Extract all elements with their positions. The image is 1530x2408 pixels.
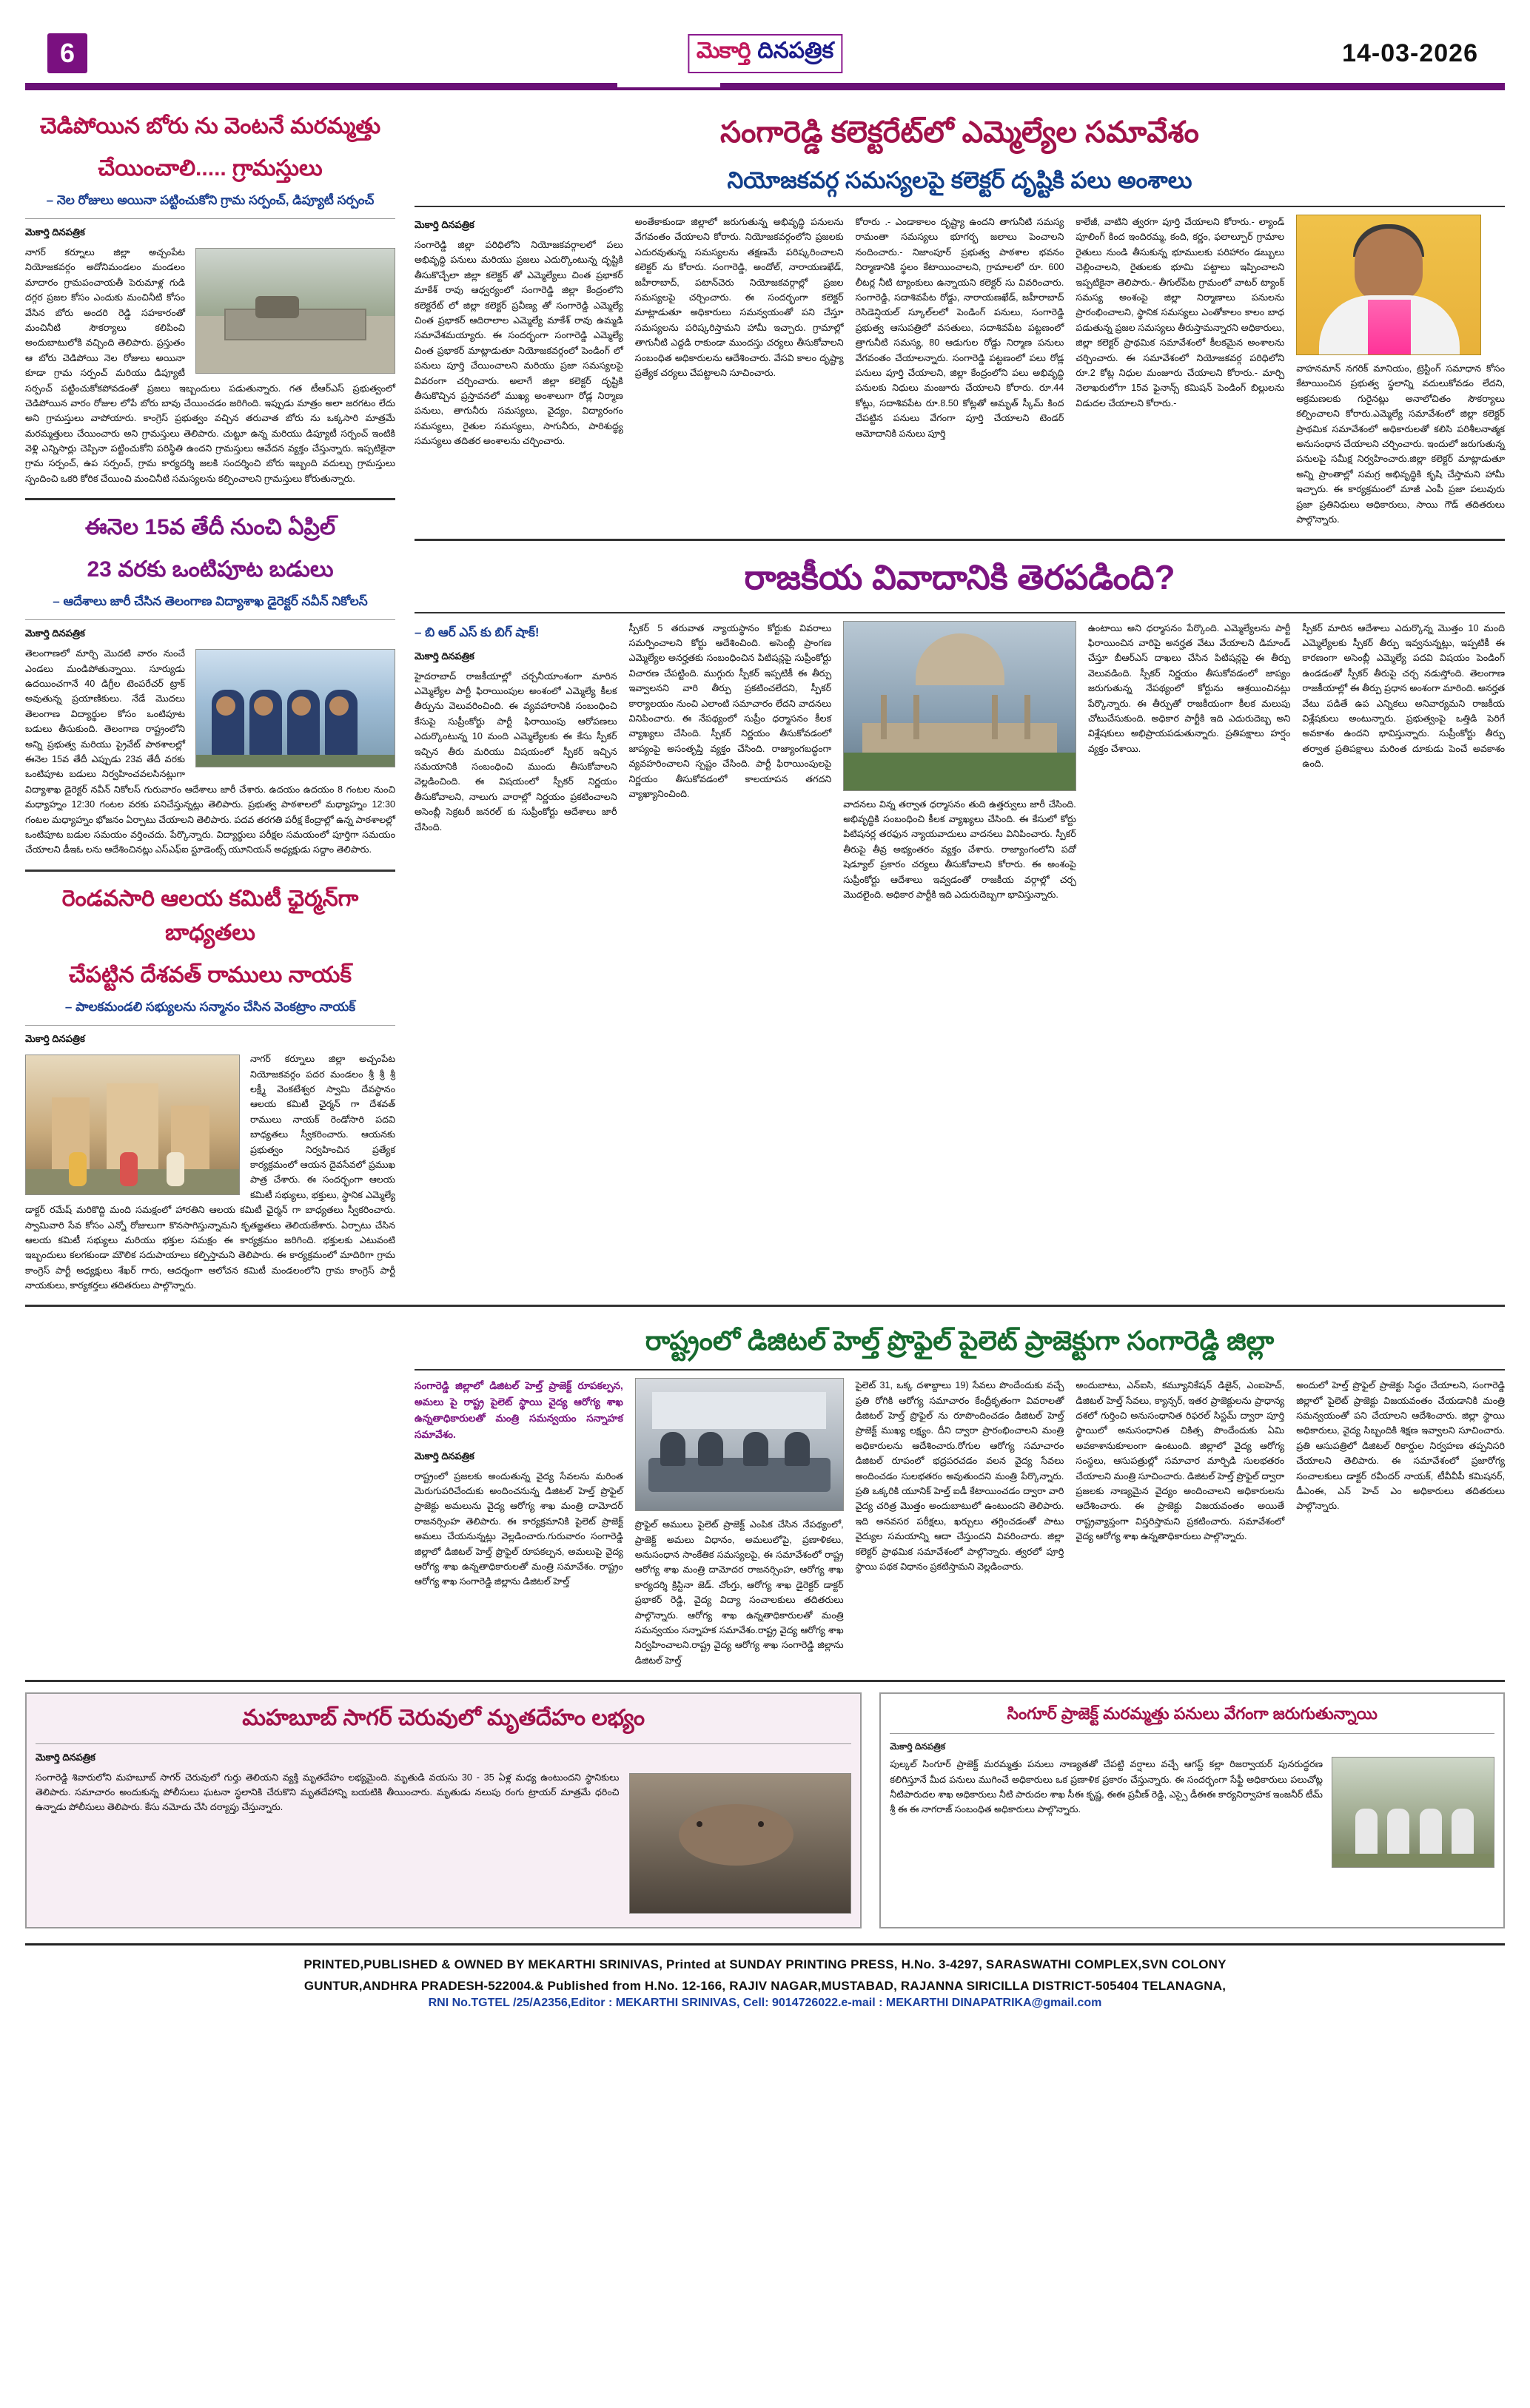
divider: [25, 619, 395, 620]
logo-text-primary: మెకార్తి: [696, 38, 751, 63]
article-collectorate-meeting: [415, 110, 1505, 527]
article-body-col4: కాలేజీ, వాటిని త్వరగా పూర్తి చేయాలని కోరారు.- ల్యాండ్ పూలింగ్ కింద ఇందిరమ్మ, కంది, కర్ణం, ఫలాల్పూర్ గ్రామాల రైతులు నుండి తీసుకున్న భూములకు పరిహారం డబ్బులు చెల్లించాలని, రైతులకు భూమి పట్టాలు ఇప్పించాలని ఇప్పటికైనా తెలిపారు.- తీగుల్‌పేట గ్రామంలో వాటర్ ట్యాంక్ సమస్య అంశంపై జిల్లా నిర్మాణాలు పనులను ప్రారంభించాలని, స్థానిక సమస్యలు ఎంతోకాలం కాలం బాధ పడుతున్న ప్రజల సమస్యలు తీరుస్తామన్నారని అధికారులు, జిల్లా కలెక్టర్ ప్రాథమిక సమావేశంలో కీలకమైన అంశాలను చర్చించారు. ఈ సమావేశంలో నియోజకవర్గ పరిధిలోని రూ.2 కోట్ల నిధుల మంజూరు చేయాలని కోరారు.- మార్చి నెలాఖరులోగా 15వ ఫైనాన్స్ కమిషన్ పెండింగ్ బిల్లులను విడుదల చేయాలని కోరారు.-: [1076, 217, 1285, 408]
divider: [890, 1733, 1494, 1734]
right-column: [415, 107, 1505, 1293]
byline: మెకార్తి దినపత్రిక: [415, 650, 474, 662]
article-body: సంగారెడ్డి శివారులోని మహబూబ్ సాగర్ చెరువులో గుర్తు తెలియని వ్యక్తి మృతదేహం లభ్యమైంది. మృతుడి వయసు 30 - 35 ఏళ్ల మధ్య ఉంటుందని స్థానికులు తెలిపారు. సమాచారం అందుకున్న పోలీసులు ఘటనా స్థలానికి చేరుకొని మృతదేహాన్ని బయటికి తీయించారు. మృతుడు నలుపు రంగు ట్రాయర్ మాత్రమే ధరించి ఉన్నాడు పోలీసులు తెలిపారు. కేసు నమోదు చేసి దర్యాప్తు చేస్తున్నారు.: [36, 1772, 620, 1813]
masthead-rule-right: [720, 83, 1505, 90]
newspaper-page: [0, 19, 1530, 2408]
byline: మెకార్తి దినపత్రిక: [25, 226, 85, 238]
section-divider-4: [25, 1305, 1505, 1307]
article-body-col4: అందుబాటు, ఎన్ఐసి, కమ్యూనికేషన్ డిజైన్, ఎంఐహెచ్, డిజిటల్ హెల్త్ సేవలు, క్యాన్సర్, ఇతర ప్రాజెక్టులను ప్రాధాన్య దశలో గుర్తించి అనుసంధానిత రిఫరల్ సిస్టమ్ ద్వారా పూర్తి స్థాయిలో అనుసంధానిత చికిత్స పొందేందుకు ఏమి అవకాశానుకూలంగా ఉంటుంది. జిల్లాలో వైద్య ఆరోగ్య సంస్థలు, ఆసుపత్రుల్లో సమాచార మార్పిడి సులభతరం చేయాలని మంత్రి సూచించారు. డిజిటల్ హెల్త్ ప్రొఫైల్ ద్వారా ప్రజలకు నాణ్యమైన వైద్యం అందించాలని అధికారులను ఆదేశించారు. ఈ ప్రాజెక్టు విజయవంతం అయితే రాష్ట్రవ్యాప్తంగా విస్తరిస్తామని ప్రకటించారు. సమావేశంలో వైద్య ఆరోగ్య శాఖ ఉన్నతాధికారులు పాల్గొన్నారు.: [1076, 1380, 1285, 1542]
headline: మహబూబ్ సాగర్ చెరువులో మృతదేహం లభ్యం: [242, 1706, 645, 1731]
masthead-rule-left: [25, 83, 617, 90]
page-footer: [25, 1943, 1505, 2028]
headline-line2: చేయించాలి..... గ్రామస్తులు: [98, 155, 323, 181]
article-body: నాగర్ కర్నూలు జిల్లా అచ్చంపేట నియోజకవర్గం అదోనిమండలం మండలం మాదారం గ్రామపంచాయతీ పెరుమాళ్ల గుడి దగ్గర ప్రజల కోసం ఎందుకు మంచినీటి కోసం వేసిన బోరు అందరి రెడ్డి సహకారంతో మంచినీటి సౌకర్యాలు కలిపించి అందుబాటులోకి వచ్చింది తెలిపారు. ప్రస్తుతం ఆ బోరు చెడిపోయి నెల రోజులు అయినా కూడా గ్రామ సర్పంచ్ మరియు డిప్యూటీ సర్పంచ్ పట్టించుకోకపోవడంతో ప్రజలు ఇబ్బందులు పడుతున్నారు. గత టీఆర్ఎస్ ప్రభుత్వంలో చెడిపోయిన వారం రోజుల లోపే బోరు బావు చేయించడం జరిగింది. ఇప్పుడు మాత్రం అలా జరగటం లేదు అని గ్రామస్తులు వాపోయారు. కాంగ్రెస్ ప్రభుత్వం వచ్చిన తరువాత బోరు ను ఒక్కసారి మాత్రమే మరమ్మత్తులు చేయించారు అని గ్రామస్తులు తెలిపారు. చుట్టూ ఉన్న మరియు డిప్యూటీ సర్పంచ్ ఇంటికి వెళ్లి ఎన్నిసార్లు చెప్పినా పట్టించుకోని పరిస్థితి ఉందని గ్రామస్తులు ఆవేదన వ్యక్తం చేస్తున్నారు. ఇప్పటికైనా గ్రామ సర్పంచ్, ఉప సర్పంచ్, గ్రామ కార్యదర్శి జలకి సందర్శించి బోరు ఇబ్బంది వదుల్చు గ్రామస్తులు స్పందించి ఒకరి కోరిక చేయించి మంచినీటి సమస్యలను కల్పించాలని గ్రామస్తులు కోరుతున్నారు.: [25, 247, 395, 484]
article-mahabub-nagar: [25, 1692, 862, 1928]
publication-date: 14-03-2026: [1342, 38, 1478, 67]
article-photo-temple: [25, 1055, 240, 1195]
footer-rni-text: RNI No.TGTEL /25/A2356,Editor : MEKARTHI SRINIVAS, Cell: 9014726022.e-mail :: [428, 1997, 883, 2010]
footer-line-2: GUNTUR,ANDHRA PRADESH-522004.& Published from H.No. 12-166, RAJIV NAGAR,MUSTABAD, RAJANNA SIRICILLA DISTRICT-505404 TELANAGNA,: [303, 1978, 1227, 1993]
sub-headline: – పాలకమండలి సభ్యులను సన్మానం చేసిన వెంకట్రాం నాయక్: [64, 1000, 356, 1015]
article-temple-chairman: [25, 882, 395, 1294]
section-divider-5: [25, 1680, 1505, 1682]
byline: మెకార్తి దినపత్రిక: [890, 1741, 946, 1752]
divider: [415, 612, 1505, 613]
byline: మెకార్తి దినపత్రిక: [25, 628, 85, 639]
article-photo-body-found: [629, 1773, 851, 1914]
divider: [415, 1369, 1505, 1371]
masthead: [25, 19, 1505, 90]
headline-line1: రెండవసారి ఆలయ కమిటీ ఛైర్మన్‌గా బాధ్యతలు: [61, 886, 359, 946]
divider: [36, 1743, 851, 1744]
article-body-col5: స్పీకర్ మారిన ఆదేశాలు ఎదుర్కొన్న మొత్తం 10 మంది ఎమ్మెల్యేలకు స్పీకర్ తీర్పు ఇవ్వనున్నట్లు, ఇప్పటికీ ఈ కారణంగా అసెంబ్లీ ఎమ్మెల్యే పదవి విషయం పెండింగ్ ఉండడంతో స్పీకర్ తీరుపై చర్చ నడుస్తోంది. తెలంగాణ రాజకీయాల్లో ఈ తీర్పు ప్రధాన అంశంగా మారింది. అనర్హత వేటు పడితే ఉప ఎన్నికలు అనివార్యమని రాజకీయ విశ్లేషకులు అంటున్నారు. ప్రభుత్వంపై ఒత్తిడి పెరిగే అవకాశం ఉందని భావిస్తున్నారు. సుప్రీంకోర్టు తీర్పు తర్వాత ప్రతిపక్షాలు మరింత దూకుడు పెంచే అవకాశం ఉంది.: [1302, 622, 1505, 770]
page-content: [25, 107, 1505, 1293]
sub-headline: – నెల రోజులు అయినా పట్టించుకోని గ్రామ సర్పంచ్, డిప్యూటీ సర్పంచ్: [46, 193, 375, 207]
byline: మెకార్తి దినపత్రిక: [25, 1033, 85, 1045]
section-divider-2: [25, 870, 395, 872]
article-photo-singur: [1332, 1757, 1494, 1868]
section-divider-1: [25, 498, 395, 500]
headline: రాష్ట్రంలో డిజిటల్ హెల్త్ ప్రొఫైల్ పైలెట్ ప్రాజెక్టుగా సంగారెడ్డి జిల్లా: [645, 1325, 1275, 1356]
article-body-col1: సంగారెడ్డి జిల్లా పరిధిలోని నియోజకవర్గాలలో పలు అభివృద్ధి పనులు మరియు ప్రజలు ఎదుర్కొంటున్న దృష్టికి తీసుకొచ్చేలా జిల్లా కలెక్టర్ తో ఎమ్మెల్యేలు చింత ప్రభాకర్ మాకేశ్ రావు ఆధ్వర్యంలో సంగారెడ్డి జిల్లా కేంద్రంలోని కలెక్టరేట్ లో జిల్లా కలెక్టర్ ప్రవీణ్య తో సంగారెడ్డి ఎమ్మెల్యే చింత ప్రభాకర్ ఆదిరాలాల ఎమ్మెల్యే మాకేశ్ రావు ఉమ్మడి సమావేశమయ్యారు. ఈ సందర్భంగా సంగారెడ్డి ఎమ్మెల్యే చింత ప్రభాకర్ మాట్లాడుతూ నియోజకవర్గంలో పెండింగ్ లో పనులు పూర్తి చేయించాలని మరియు ప్రజా సమస్యలపై వివరంగా చర్చించారు. అలాగే జిల్లా కలెక్టర్ దృష్టికి తీసుకొచ్చిన ప్రస్తావనలో ముఖ్య అంశాలుగా రోడ్ల నిర్మాణ పనులు, తాగునీరు సమస్యలు, వైద్యం, విద్యారంగం సమస్యలు, రైతుల సమస్యలు, సాగునీరు, పారిశుద్ధ్య సమస్యలు తదితర అంశాలను చర్చించారు.: [415, 240, 623, 447]
byline: మెకార్తి దినపత్రిక: [415, 1450, 474, 1462]
article-body-col2: అంతేకాకుండా జిల్లాలో జరుగుతున్న అభివృద్ధి పనులను వేగవంతం చేయాలని కోరారు. నియోజకవర్గంలోని ప్రజలకు ఎదురవుతున్న సమస్యలను తక్షణమే పరిష్కరించాలని కలెక్టర్ ను కోరారు. సంగారెడ్డి, అందోల్, నారాయణఖేడ్, జహీరాబాద్, పటాన్‌చెరు నియోజకవర్గాల్లో ప్రజల సమస్యలపై చర్చించారు. ఈ సందర్భంగా కలెక్టర్ మాట్లాడుతూ అధికారులు సమన్వయంతో పని చేస్తూ సమస్యలను పరిష్కరిస్తామని హామీ ఇచ్చారు. గ్రామాల్లో తాగునీటి ఎద్దడి రాకుండా ముందస్తు చర్యలు తీసుకోవాలని సంబంధిత అధికారులను ఆదేశించారు. వేసవి కాలం దృష్ట్యా ప్రత్యేక చర్యలు చేపట్టాలని సూచించారు.: [634, 217, 844, 378]
sub-headline: – బి ఆర్ ఎస్ కు బిగ్ షాక్!: [415, 625, 540, 639]
article-body: తెలంగాణలో మార్చి మొదటి వారం నుంచే ఎండలు మండిపోతున్నాయి. సూర్యుడు ఉదయించగానే 40 డిగ్రీల టెంపరేచర్ ట్రాక్ అవుతున్న ప్రయాణికులు. నేడే మొదలు తెలంగాణ విద్యార్థుల కోసం ఒంటిపూట బడులు తీసుకుంది. తెలంగాణ రాష్ట్రంలోని అన్ని ప్రభుత్వ మరియు ప్రైవేట్ పాఠశాలల్లో ఈనెల 15వ తేదీ ఎప్పుడు 23వ తేదీ వరకు ఒంటిపూట బడులు నిర్వహించవలసినట్లుగా విద్యాశాఖ డైరెక్టర్ నవీన్ నికోలస్ గురువారం ఆదేశాలు జారీ చేశారు. ఉదయం ఉదయం 8 గంటల నుంచి మధ్యాహ్నం 12:30 గంటల వరకు పనిచేస్తున్నట్లు తెలిపారు. ప్రభుత్వ పాఠశాలలో మధ్యాహ్నం 12:30 గంటల మధ్యాహ్నం భోజనం ఏర్పాటు చేయాలని తెలిపారు. పదవ తరగతి పరీక్ష కేంద్రాల్లో ఉన్న పాఠశాలల్లో ఒంటిపూట బడుల సమయం వర్తించదు. పేర్కొన్నారు. విద్యార్థులు పరీక్షల సమయంలో పూర్తిగా సమయం చేయాలని డీఇఓ లను ఆదేశించినట్లు ఎస్ఎఫ్ఐ స్టూడెంట్స్ యూనియన్ అధ్యక్షుడు సద్దాం తెలిపారు.: [25, 648, 395, 855]
lower-left-spacer: [25, 1317, 395, 1668]
headline: సింగూర్ ప్రాజెక్ట్ మరమ్మత్తు పనులు వేగంగా జరుగుతున్నాయి: [1007, 1704, 1378, 1723]
article-body-col3: పైలెట్ 31, ఒక్క దశాబ్దాలు 19) సేవలు పొందేందుకు వచ్చే ప్రతి రోగికి ఆరోగ్య సమాచారం కేంద్రీకృతంగా వివరాలతో డిజిటల్ హెల్త్ ప్రొఫైల్ ను రూపొందించడం డిజిటల్ హెల్త్ ప్రాజెక్ట్ ముఖ్య లక్ష్యం. దీని ద్వారా ప్రారంభించాలని మంత్రి అధికారులను ఆదేశించారు.రోగుల ఆరోగ్య సమాచారం డిజిటల్ రూపంలో భద్రపరచడం వలన వైద్య సేవలు అందించడం సులభతరం అవుతుందని మంత్రి పేర్కొన్నారు. ప్రతి ఒక్కరికి యూనిక్ హెల్త్ ఐడీ కేటాయించడం ద్వారా వారి వైద్య చరిత్ర మొత్తం అందుబాటులో ఉంటుందని తెలిపారు. ఇది అనవసర పరీక్షలు, ఖర్చులు తగ్గించడంతో పాటు వైద్యుల సమయాన్ని ఆదా చేస్తుందని వివరించారు. జిల్లా కలెక్టర్ ప్రాథమిక సమావేశంలో పాల్గొన్నారు. త్వరలో పూర్తి స్థాయి పథక విధానం ప్రకటిస్తామని వెల్లడించారు.: [855, 1380, 1064, 1572]
headline: రాజకీయ వివాదానికి తెరపడింది?: [744, 558, 1175, 597]
headline-line2: 23 వరకు ఒంటిపూట బడులు: [87, 556, 334, 582]
sub-headline: – ఆదేశాలు జారీ చేసిన తెలంగాణ విద్యాశాఖ డైరెక్టర్ నవీన్ నికోలస్: [53, 594, 368, 609]
article-body-col3: కోరారు .- ఎండాకాలం దృష్ట్యా ఉందని తాగునీటి సమస్య రామంతా సమస్యలు భూగర్భ జలాలు పెంచాలని నందించారు.- నిజాంపూర్ ప్రభుత్వ పాఠశాల భవనం నిర్మాణానికి స్థలం కేటాయించాలని, గ్రామాలలో రూ. 600 లీటర్ల నీటి ట్యాంకులు ఉన్నాయని కలెక్టర్ సు వివరించారు. సంగారెడ్డి, సదాశివపేట రోడ్డు, నారాయణఖేడ్, జహీరాబాద్ రెసిడెన్షియల్ స్కూల్‌లలో పెండింగ్ పనులు, సంగారెడ్డి ప్రభుత్వ ఆసుపత్రిలో వసతులు, సదాశివపేట పట్టణంలో త్రాగునీటి సమస్య, 80 ఆడుగుల రోడ్డు నిర్మాణ పనులు వేగవంతం చేయాలన్నారు. సంగారెడ్డి పట్టణంలో పలు రోడ్ల పనులు పూర్తి చేయాలని, జిల్లా కేంద్రంలోని పలు అభివృద్ధి పనులకు నిధులు మంజూరు చేయాలని కోరారు. రూ.44 కోట్లు, సదాశివపేట రూ.8.50 కోట్లతో అమృత్ స్కీమ్ కింద చేపట్టిన పనులు వేగంగా పూర్తి చేయాలని టెండర్ ఆమోదానికి పనులు పూర్తి: [855, 217, 1064, 439]
article-bore-repair: [25, 110, 395, 486]
article-photo-supreme-court: [843, 621, 1076, 791]
article-body-col1: హైదరాబాద్ రాజకీయాల్లో చర్చనీయాంశంగా మారిన ఎమ్మెల్యేల పార్టీ ఫిరాయింపుల అంశంలో ఎమ్మెల్యే కీలక తీర్పును వెలువరించింది. ఈ వ్యవహారానికి సంబంధించి కేసుపై సుప్రీంకోర్టు పార్టీ ఫిరాయింపు ఆరోపణలు ఎదుర్కొంటున్న 10 మంది ఎమ్మెల్యేలకు ఈ కేసు స్పీకర్ ఇచ్చిన తీరు మరియు విషయంలో స్పీకర్ ఇచ్చిన సమయానికి సంబంధించి ముందు తీసుకోవాలని వెల్లడించింది. ఈ విషయంలో స్పీకర్ నిర్ణయం తీసుకోవాలని, నాలుగు వారాల్లో నిర్ణయం ప్రకటించాలని అసెంబ్లీ సెక్రటరీ జనరల్ కు సుప్రీంకోర్టు ఆదేశాలు జారీ చేసింది.: [415, 670, 617, 833]
article-photo-health-meeting: [635, 1378, 844, 1511]
headline-line1: ఈనెల 15వ తేదీ నుంచి ఏప్రిల్: [84, 515, 336, 540]
article-singur-project: [879, 1692, 1505, 1928]
article-body: నాగర్ కర్నూలు జిల్లా అచ్చంపేట నియోజకవర్గం పదర మండలం శ్రీ శ్రీ శ్రీ లక్ష్మీ వెంకటేశ్వర స్వామి దేవస్థానం ఆలయ కమిటీ ఛైర్మన్ గా దేశవత్ రాములు నాయక్ రెండోసారి పదవి బాధ్యతలు స్వీకరించారు. ఆయనకు ప్రభుత్వం నిర్వహించిన ప్రత్యేక కార్యక్రమంలో ఆయన దైవసేవలో ప్రముఖ పాత్ర చేశారు. ఈ సందర్భంగా ఆలయ కమిటీ సభ్యులు, భక్తులు, స్థానిక ఎమ్మెల్యే డాక్టర్ రమేష్ మరికొద్ది మంది సమక్షంలో హారతిని ఆలయ కమిటీ ఛైర్మన్ గా బాధ్యతలు స్వీకరించారు. స్వామివారి సేవ కోసం ఎన్నో రోజులుగా కొనసాగిస్తున్నామని కృతజ్ఞతలు తెలియజేశారు. ఏర్పాటు చేసిన ఆలయ కమిటీ సభ్యులు మరియు భక్తుల సమక్షం ఈ కార్యక్రమం జరిగింది. భక్తులకు ఎటువంటి ఇబ్బందులు కలగకుండా మౌలిక సదుపాయాలు కల్పిస్తామని తెలిపారు. ఈ కార్యక్రమంలో మాదిరిగా గ్రామ కాంగ్రెస్ పార్టీ అధ్యక్షులు శేఖర్ గారు, ఆదర్శంగా ఆలోచన కమిటీ మండలంలోని గ్రామ కాంగ్రెస్ పార్టీ నాయకులు, కార్యకర్తలు తదితరులు పాల్గొన్నారు.: [25, 1054, 395, 1291]
article-body-col1: రాష్ట్రంలో ప్రజలకు అందుతున్న వైద్య సేవలను మరింత మెరుగుపరిచేందుకు అందించనున్న డిజిటల్ హెల్త్ ప్రొఫైల్ ప్రాజెక్టు అమలును వైద్య ఆరోగ్య శాఖ మంత్రి దామోదర్ రాజనర్సింహ తెలిపారు. ఈ కార్యక్రమానికి పైలెట్ ప్రాజెక్ట్ అమలు చేయనున్నట్లు వెల్లడించారు.గురువారం సంగారెడ్డి జిల్లాలో డిజిటల్ హెల్త్ ప్రొఫైల్ రూపకల్పన, అమలుపై వైద్య ఆరోగ్య శాఖ ఉన్నతాధికారులతో మంత్రి సమావేశం. రాష్ట్రం ఆరోగ్య శాఖ సంగారెడ్డి జిల్లాను డిజిటల్ హెల్త్: [415, 1470, 623, 1587]
page-number: 6: [47, 33, 87, 73]
bottom-row: [25, 1692, 1505, 1928]
headline-line1: సంగారెడ్డి కలెక్టరేట్‌లో ఎమ్మెల్యేల సమావేశం: [720, 116, 1199, 149]
article-digital-health: [415, 1317, 1505, 1668]
article-body-col5: వాహనమాన్ నగరిక్ మానియం, ట్రెస్టింగ్ సమాధాన కోసం కేటాయించిన ప్రభుత్వ స్థలాన్ని వదులుకోవడం లేదని, ఆక్రమణలకు గురైనట్లు అనాలోచితం సౌకర్యాలు కల్పించాలని కోరారు.ఎమ్మెల్యే సమావేశంలో జిల్లా కలెక్టర్ ప్రాథమిక సమావేశంలో అధికారులతో కలిసి పరిశీలనాత్మక అనుసంధాన చేయాలని చర్చించారు. ఇందులో జరుగుతున్న పనులపై సమీక్ష నిర్వహించారు.జిల్లా కలెక్టర్ మాట్లాడుతూ అన్ని ప్రాంతాల్లో సమగ్ర అభివృద్ధికి కృషి చేస్తామని హామీ ఇచ్చారు. ఈ కార్యక్రమంలో మాజీ ఎంపీ ప్రజా పలువురు ప్రజా ప్రతినిధులు అధికారులు, సాయి గౌడ్ తదితరులు పాల్గొన్నారు.: [1296, 363, 1505, 525]
logo-text-secondary: దినపత్రిక: [757, 38, 834, 63]
article-body-col2: స్పీకర్ 5 తరువాత న్యాయస్థానం కోర్టుకు వివరాలు సమర్పించాలని కోర్టు ఆదేశించింది. అసెంబ్లీ ప్రాంగణ ఎమ్మెల్యేల అనర్హతకు సంబంధించిన పిటిషన్లపై సుప్రీంకోర్టు విచారణ చేపట్టింది. ముగ్గురు స్పీకర్ ఇప్పటికీ ఈ తీర్పు ఇవ్వాలనని వారి తీర్పు ప్రకటించలేదని, స్పీకర్ కార్యాలయం నుంచి ఎలాంటి సమాచారం లేదని వాదనలు వినిపించారు. ఈ నేపథ్యంలో సుప్రీం ధర్మాసనం కీలక వ్యాఖ్యలు చేసింది. స్పీకర్ నిర్ణయం తీసుకోవడంలో జాప్యంపై అసంతృప్తి వ్యక్తం చేసింది. రాజ్యాంగబద్ధంగా వ్యవహరించాలని స్పష్టం చేసింది. పార్టీ ఫిరాయింపులపై నిర్ణయం తీసుకోవడంలో కాలయాపన తగదని వ్యాఖ్యానించింది.: [628, 622, 832, 799]
lower-section: [25, 1317, 1505, 1668]
headline-line2: చేపట్టిన దేశవత్ రాములు నాయక్: [68, 962, 352, 987]
divider: [25, 218, 395, 219]
byline: మెకార్తి దినపత్రిక: [415, 219, 474, 231]
article-body: పుల్కల్ సింగూర్ ప్రాజెక్ట్ మరమ్మత్తు పనులు నాణ్యతతో చేపట్టి వర్షాలు వచ్చే ఆగస్ట్ కల్లా రిజర్వాయర్ పునరుద్ధరణ కలిగిస్తూనే మీద పనులు ముగించే అధికారులు ఒక ప్రణాళిక ప్రకారం చేస్తున్నారు. ఈ సందర్భంగా సేఫ్టీ అధికారులు పలుచోట్ల నీటిపారుదల శాఖ అధికారులు నీటి పారుదల శాఖ సీఈ కృష్ణ, ఈఈ ప్రవీణ్ రెడ్డి, ఎస్సై డీఈఈ కార్యనిర్వాహక ఇంజనీర్ టీమ్ శ్రీ ఈ ఈ నాగరాజ్ సంబంధిత అధికారులు పాల్గొన్నారు.: [890, 1759, 1323, 1815]
footer-line-3: [55, 1997, 1475, 2010]
headline-line2: నియోజకవర్గ సమస్యలపై కలెక్టర్ దృష్టికి పలు అంశాలు: [727, 167, 1192, 193]
article-body-col2: ప్రొఫైల్ అములు పైలెట్ ప్రాజెక్ట్ ఎంపిక చేసిన నేపథ్యంలో, ప్రాజెక్ట్ అమలు విధానం, అమలులోపై, ప్రణాళికలు, అనుసంధాన సాంకేతిక సమస్యలపై, ఈ సమావేశంలో రాష్ట్ర ఆరోగ్య శాఖ మంత్రి దామోదర రాజనర్సింహ, ఆరోగ్య శాఖ కార్యదర్శి క్రిస్టినా జెడ్. చోంగ్తు, ఆరోగ్య శాఖ డైరెక్టర్ డాక్టర్ ప్రభాకర్ రెడ్డి, వైద్య విద్యా సంచాలకులు తదితరులు పాల్గొన్నారు. ఆరోగ్య శాఖ ఉన్నతాధికారులతో మంత్రి సమన్వయం సన్నాహక సమావేశం.రాష్ట్ర వైద్య ఆరోగ్య శాఖ నిర్వహించాలని.రాష్ట్ర వైద్య ఆరోగ్య శాఖ సంగారెడ్డి జిల్లాను డిజిటల్ హెల్త్: [634, 1519, 844, 1666]
headline-line1: చెడిపోయిన బోరు ను వెంటనే మరమ్మత్తు: [39, 114, 381, 138]
newspaper-logo: [688, 34, 842, 73]
article-body-col5: అందులో హెల్త్ ప్రొఫైల్ ప్రాజెక్టు సిద్ధం చేయాలని, సంగారెడ్డి జిల్లాలో పైలెట్ ప్రాజెక్టు విజయవంతం చేయడానికి మంత్రి సమన్వయంతో పని చేయాలని ఆదేశించారు. జిల్లా స్థాయి అధికారులు, వైద్య సిబ్బందికి శిక్షణ ఇవ్వాలని సూచించారు. ప్రతి ఆసుపత్రిలో డిజిటల్ రికార్డుల నిర్వహణ తప్పనిసరి చేయాలని తెలిపారు. ఈ సమావేశంలో ప్రజారోగ్య సంచాలకులు డాక్టర్ రవీందర్ నాయక్, టీవీవీపీ కమిషనర్, డీఎంఈ, ఎన్ హెచ్ ఎం అధికారులు తదితరులు పాల్గొన్నారు.: [1296, 1380, 1505, 1512]
article-lead: సంగారెడ్డి జిల్లాలో డిజిటల్ హెల్త్ ప్రాజెక్ట్ రూపకల్పన, అమలు పై రాష్ట్ర పైలెట్ స్థాయి వైద్య ఆరోగ్య శాఖ ఉన్నతాధికారులతో మంత్రి సమన్వయం సన్నాహక సమావేశం.: [415, 1380, 623, 1440]
article-body-col4: ఉంటాయి అని ధర్మాసనం పేర్కొంది. ఎమ్మెల్యేలను పార్టీ ఫిరాయించిన వారిపై అనర్హత వేటు వేయాలని డిమాండ్ చేస్తూ బీఆర్ఎస్ దాఖలు చేసిన పిటిషన్లపై ఈ తీర్పు వెలువడింది. స్పీకర్ నిర్ణయం తీసుకోవడంలో జాప్యం జరుగుతున్న నేపథ్యంలో కోర్టును ఆశ్రయించినట్లు పేర్కొన్నారు. ఈ తీర్పుతో రాజకీయంగా కీలక మలుపు చోటుచేసుకుంది. అధికార పార్టీకి ఇది ఎదురుదెబ్బ అని విశ్లేషకులు అభిప్రాయపడుతున్నారు. ప్రతిపక్షాలు హర్షం వ్యక్తం చేశాయి.: [1087, 622, 1291, 754]
footer-line-1: PRINTED,PUBLISHED & OWNED BY MEKARTHI SRINIVAS, Printed at SUNDAY PRINTING PRESS, H.No. 3-4297, SARASWATHI COMPLEX,SVN COLONY: [303, 1957, 1227, 1971]
article-photo-bore: [195, 248, 395, 374]
footer-email[interactable]: MEKARTHI DINAPATRIKA@gmail.com: [885, 1997, 1102, 2010]
left-column: [25, 107, 395, 1293]
article-supreme-court: [415, 551, 1505, 902]
article-school-holidays: [25, 511, 395, 857]
divider: [25, 1025, 395, 1026]
article-photo-students: [195, 649, 395, 767]
article-photo-mla-portrait: [1296, 215, 1481, 355]
section-divider-3: [415, 539, 1505, 541]
article-body-col3: వాదనలు విన్న తర్వాత ధర్మాసనం తుది ఉత్తర్వులు జారీ చేసింది. అభివృద్ధికి సంబంధించి కీలక వ్యాఖ్యలు చేసింది. ఈ కేసులో కోర్టు పిటిషనర్ల తరఫున న్యాయవాదులు వాదనలు వినిపించారు. స్పీకర్ తీరుపై తీవ్ర అభ్యంతరం వ్యక్తం చేశారు. రాజ్యాంగంలోని పదో షెడ్యూల్ ప్రకారం చర్యలు తీసుకోవాలని కోరారు. ఈ అంశంపై సుప్రీంకోర్టు ఆదేశాలు ఇవ్వడంతో రాజకీయ వర్గాల్లో చర్చ మొదలైంది. అధికార పార్టీకి ఇది ఎదురుదెబ్బగా భావిస్తున్నారు.: [843, 798, 1076, 900]
byline: మెకార్తి దినపత్రిక: [36, 1751, 95, 1763]
divider: [415, 206, 1505, 207]
